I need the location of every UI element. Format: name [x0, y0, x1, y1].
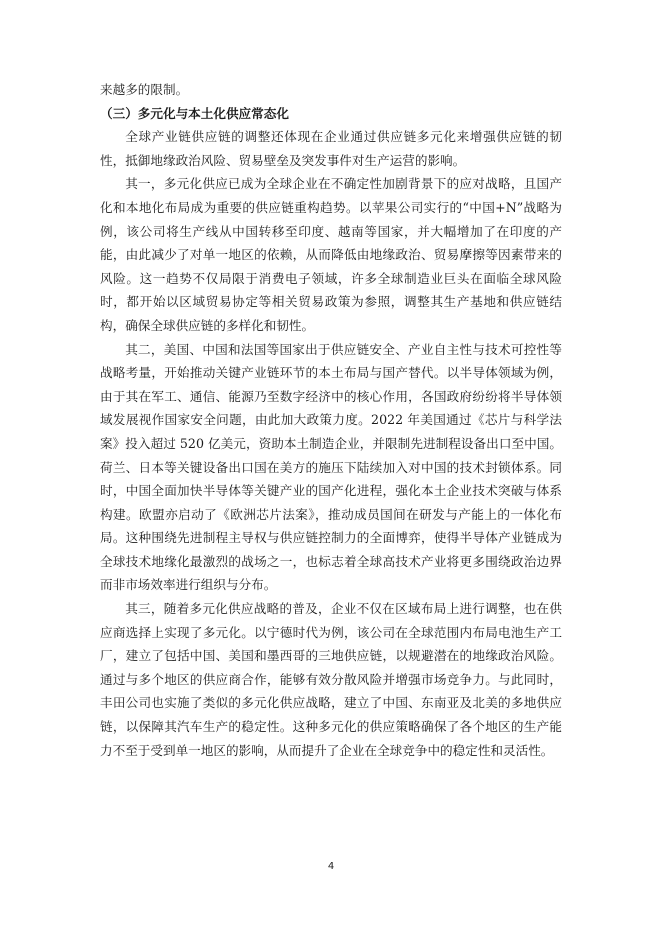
paragraph-second-point: 其二，美国、中国和法国等国家出于供应链安全、产业自主性与技术可控性等战略考量，开始推动关键产业链环节的本土布局与国产替代。以半导体领域为例，由于其在军工、通信、能源乃至数字经济中的核心作用，各国政府纷纷将半导体领域发展视作国家安全问题，由此加大政策力度。2022 年美国通过《芯片与科学法案》投入超过 520 亿美元，资助本土制造企业，并限制先进制程设备出口至中国。荷兰、日本等关键设备出口国在美方的施压下陆续加入对中国的技术封锁体系。同时，中国全面加快半导体等关键产业的国产化进程，强化本土企业技术突破与体系构建。欧盟亦启动了《欧洲芯片法案》，推动成员国间在研发与产能上的一体化布局。这种围绕先进制程主导权与供应链控制力的全面博弈，使得半导体产业链成为全球技术地缘化最激烈的战场之一，也标志着全球高技术产业将更多围绕政治边界而非市场效率进行组织与分布。: [100, 341, 562, 593]
paragraph-third-point: 其三，随着多元化供应战略的普及，企业不仅在区域布局上进行调整，也在供应商选择上实现了多元化。以宁德时代为例，该公司在全球范围内布局电池生产工厂，建立了包括中国、美国和墨西哥的三地供应链，以规避潜在的地缘政治风险。通过与多个地区的供应商合作，能够有效分散风险并增强市场竞争力。与此同时，丰田公司也实施了类似的多元化供应战略，建立了中国、东南亚及北美的多地供应链，以保障其汽车生产的稳定性。这种多元化的供应策略确保了各个地区的生产能力不至于受到单一地区的影响，从而提升了企业在全球竞争中的稳定性和灵活性。: [100, 601, 562, 758]
paragraph-first-point: 其一，多元化供应已成为全球企业在不确定性加剧背景下的应对战略，且国产化和本地化布局成为重要的供应链重构趋势。以苹果公司实行的“中国+N”战略为例，该公司将生产线从中国转移至印度、越南等国家，并大幅增加了在印度的产能，由此减少了对单一地区的依赖，从而降低由地缘政治、贸易摩擦等因素带来的风险。这一趋势不仅局限于消费电子领域，许多全球制造业巨头在面临全球风险时，都开始以区域贸易协定等相关贸易政策为参照，调整其生产基地和供应链结构，确保全球供应链的多样化和韧性。: [100, 176, 562, 333]
section-heading: （三）多元化与本土化供应常态化: [100, 105, 289, 121]
paragraph-intro: 全球产业链供应链的调整还体现在企业通过供应链多元化来增强供应链的韧性，抵御地缘政治风险、贸易壁垒及突发事件对生产运营的影响。: [100, 129, 562, 168]
document-body: [100, 78, 562, 762]
continuation-text: 来越多的限制。: [100, 82, 189, 97]
page-number: 4: [327, 861, 335, 872]
